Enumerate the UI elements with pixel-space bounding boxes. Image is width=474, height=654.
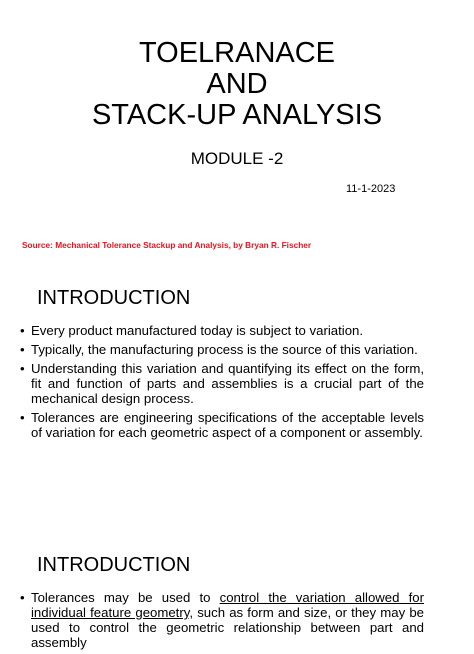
title-line-1: TOELRANACE (138, 37, 336, 69)
bullet-text-underlined: control the variation allowed for individual feature geometry, (31, 590, 424, 620)
list-item (20, 342, 424, 357)
section-heading-introduction: INTRODUCTION (37, 287, 191, 309)
bullet-text: Tolerances are engineering specifications of the acceptable levels of variation for each geometric aspect of a component or assembly. (31, 410, 424, 440)
bullet-icon: • (20, 590, 25, 605)
bullet-text: Typically, the manufacturing process is the source of this variation. (31, 342, 418, 357)
source-citation: Source: Mechanical Tolerance Stackup and Analysis, by Bryan R. Fischer (22, 240, 312, 250)
bullet-icon: • (20, 323, 25, 338)
bullet-icon: • (20, 342, 25, 357)
section-heading-introduction-2: INTRODUCTION (37, 554, 191, 576)
title-line-2: AND (206, 68, 268, 100)
introduction-bullet-list (20, 323, 424, 444)
document-title (0, 38, 474, 131)
list-item (20, 323, 424, 338)
bullet-icon: • (20, 361, 25, 376)
list-item (20, 410, 424, 440)
module-label: MODULE -2 (190, 149, 284, 168)
bullet-text: Every product manufactured today is subject to variation. (31, 323, 364, 338)
bullet-icon: • (20, 410, 25, 425)
bullet-text-before: Tolerances may be used to (31, 590, 220, 605)
title-line-3: STACK-UP ANALYSIS (91, 99, 383, 131)
bullet-text: Understanding this variation and quantifying its effect on the form, fit and function of parts and assemblies is a crucial part of the mechanical design process. (31, 361, 424, 406)
list-item (20, 590, 424, 650)
list-item (20, 361, 424, 406)
bullet-text-after: such as form and size, or they may be used to control the geometric relationship between part and assembly (31, 605, 424, 650)
document-date: 11-1-2023 (346, 183, 396, 195)
introduction-bullet-list-2 (20, 590, 424, 654)
